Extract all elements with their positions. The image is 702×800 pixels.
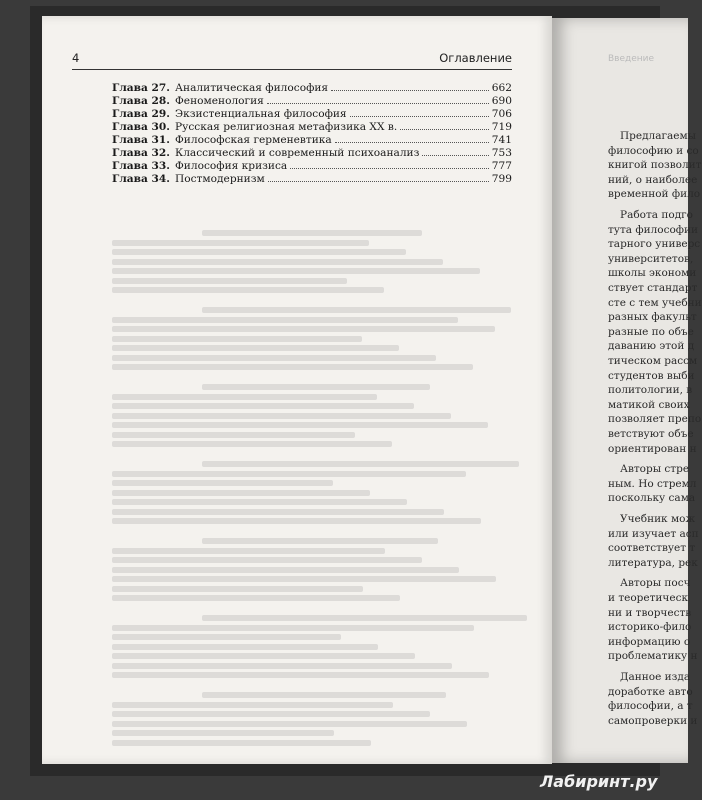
- ghost-line: [202, 307, 511, 313]
- page-header: [72, 51, 512, 70]
- toc-title: Философская герменевтика: [175, 134, 332, 146]
- toc-entry: [112, 82, 512, 95]
- toc-title: Экзистенциальная философия: [175, 108, 347, 120]
- toc-page: 741: [491, 134, 512, 146]
- ghost-line: [112, 240, 369, 246]
- ghost-line: [202, 538, 438, 544]
- ghost-line: [112, 518, 481, 524]
- ghost-line: [202, 461, 519, 467]
- ghost-line: [112, 480, 333, 486]
- toc-chapter: Глава 32.: [112, 147, 170, 159]
- right-page-text-line: соответствует т: [608, 542, 696, 555]
- toc-title: Русская религиозная метафизика XX в.: [175, 121, 398, 133]
- ghost-line: [112, 644, 378, 650]
- right-page-text-line: школы экономи: [608, 267, 697, 280]
- toc-leader: [335, 134, 489, 143]
- ghost-line: [112, 509, 444, 515]
- right-page-text-line: информацию о: [608, 635, 691, 648]
- toc-chapter: Глава 28.: [112, 95, 170, 107]
- right-page-text-line: и теоретическ: [608, 592, 689, 604]
- right-page-text-line: ным. Но стремл: [608, 477, 697, 490]
- ghost-line: [112, 422, 488, 428]
- toc-chapter: Глава 27.: [112, 82, 170, 94]
- toc-chapter: Глава 29.: [112, 108, 170, 120]
- right-page-text-line: разных факульт: [608, 311, 697, 324]
- ghost-line: [112, 394, 377, 400]
- toc-leader: [350, 108, 489, 117]
- ghost-line: [112, 336, 362, 342]
- ghost-line: [202, 615, 527, 621]
- ghost-line: [112, 287, 384, 293]
- toc-page: 799: [491, 173, 512, 185]
- right-page-text-line: Авторы стре: [620, 463, 690, 476]
- ghost-line: [112, 730, 334, 736]
- right-page-text-line: тическом рассм: [608, 355, 698, 367]
- ghost-line: [112, 471, 466, 477]
- right-page-text-line: поскольку сама: [608, 492, 696, 505]
- toc-title: Философия кризиса: [175, 160, 288, 172]
- right-page-text-line: ний, о наиболее: [608, 173, 698, 186]
- toc-leader: [268, 173, 489, 182]
- toc-entry: [112, 173, 512, 186]
- right-page-text-line: Предлагаемы: [620, 130, 696, 142]
- ghost-line: [112, 268, 480, 274]
- right-page-text-line: литература, рек: [608, 556, 698, 569]
- right-page-text-line: матикой своих: [608, 398, 690, 411]
- ghost-line: [112, 567, 459, 573]
- ghost-line: [202, 230, 422, 236]
- toc-leader: [290, 160, 489, 169]
- toc-chapter: Глава 34.: [112, 173, 170, 185]
- right-page-text-line: доработке авто: [608, 685, 693, 698]
- right-page-text-line: временной фило: [608, 188, 701, 201]
- toc-entry: [112, 108, 512, 121]
- ghost-line: [112, 548, 385, 554]
- toc-title: Постмодернизм: [175, 173, 265, 185]
- ghost-line: [112, 317, 458, 323]
- ghost-line: [112, 672, 489, 678]
- right-page-text-line: тута философии: [608, 223, 699, 236]
- ghost-line: [112, 432, 355, 438]
- bleed-through-text: [112, 200, 512, 700]
- toc-chapter: Глава 33.: [112, 160, 170, 172]
- toc-entry: [112, 121, 512, 134]
- ghost-line: [112, 721, 467, 727]
- right-page-text-line: книгой позволит: [608, 159, 702, 172]
- toc-chapter: Глава 30.: [112, 121, 170, 133]
- ghost-line: [112, 345, 399, 351]
- ghost-line: [112, 364, 473, 370]
- toc-page: 719: [491, 121, 512, 133]
- right-page-text-line: Учебник мож: [620, 513, 696, 525]
- right-page-text-line: ориентирован н: [608, 442, 697, 455]
- ghost-line: [112, 490, 370, 496]
- right-page-text-line: ветствуют объе: [608, 428, 694, 440]
- toc-title: Классический и современный психоанализ: [175, 147, 420, 159]
- watermark-logo: Лабиринт.ру: [540, 772, 658, 791]
- right-page-text-line: даванию этой д: [608, 340, 695, 353]
- toc-leader: [331, 82, 489, 91]
- right-page-text-line: Авторы посч: [620, 577, 691, 590]
- right-page-text-line: университетов,: [608, 252, 694, 265]
- ghost-line: [112, 413, 451, 419]
- toc-page: 662: [491, 82, 512, 94]
- right-page-text-line: или изучает асп: [608, 527, 699, 540]
- toc-page: 777: [491, 160, 512, 172]
- right-page-text-line: разные по объе: [608, 325, 694, 338]
- toc-leader: [267, 95, 489, 104]
- right-page-text-line: позволяет препо: [608, 413, 702, 426]
- ghost-line: [202, 384, 430, 390]
- ghost-line: [112, 595, 400, 601]
- right-page-text-line: философии, а т: [608, 700, 693, 713]
- right-page-text-line: сте с тем учебни: [608, 296, 702, 309]
- ghost-line: [112, 403, 414, 409]
- right-page-text-line: философию и со: [608, 144, 699, 157]
- ghost-line: [112, 711, 430, 717]
- right-page-text-line: историко-фило: [608, 621, 692, 634]
- ghost-line: [112, 702, 393, 708]
- ghost-line: [112, 259, 443, 265]
- ghost-line: [112, 576, 496, 582]
- right-page-text-line: Данное изда: [620, 671, 691, 683]
- toc-leader: [422, 147, 488, 156]
- right-page-text-line: студентов выби: [608, 369, 695, 382]
- right-page-text-line: самопроверки и: [608, 714, 698, 727]
- right-page-text-line: ни и творчеств: [608, 606, 692, 619]
- right-page-text-line: политологии, в: [608, 384, 693, 397]
- right-page: [552, 18, 702, 763]
- ghost-line: [112, 663, 452, 669]
- right-page-header: Введение: [608, 54, 655, 64]
- ghost-line: [112, 557, 422, 563]
- ghost-line: [112, 441, 392, 447]
- toc-entry: [112, 134, 512, 147]
- right-page-text-line: Работа подго: [620, 209, 693, 221]
- toc-title: Феноменология: [175, 95, 264, 107]
- toc-chapter: Глава 31.: [112, 134, 170, 146]
- toc-entry: [112, 147, 512, 160]
- toc-page: 706: [491, 108, 512, 120]
- ghost-line: [112, 625, 474, 631]
- toc-page: 753: [491, 147, 512, 159]
- running-title: Оглавление: [439, 51, 512, 65]
- right-page-text-line: ствует стандарт: [608, 282, 698, 294]
- table-of-contents: [112, 82, 512, 186]
- ghost-line: [112, 634, 341, 640]
- page-number: 4: [72, 51, 80, 65]
- ghost-line: [112, 278, 347, 284]
- ghost-line: [112, 355, 436, 361]
- toc-leader: [400, 121, 489, 130]
- ghost-line: [112, 586, 363, 592]
- ghost-line: [112, 499, 407, 505]
- right-page-text-line: тарного универс: [608, 238, 701, 251]
- right-page-text-line: проблематику н: [608, 650, 698, 663]
- toc-page: 690: [491, 95, 512, 107]
- ghost-line: [112, 740, 371, 746]
- ghost-line: [202, 692, 446, 698]
- toc-entry: [112, 95, 512, 108]
- ghost-line: [112, 249, 406, 255]
- toc-title: Аналитическая философия: [175, 82, 329, 94]
- ghost-line: [112, 653, 415, 659]
- ghost-line: [112, 326, 495, 332]
- toc-entry: [112, 160, 512, 173]
